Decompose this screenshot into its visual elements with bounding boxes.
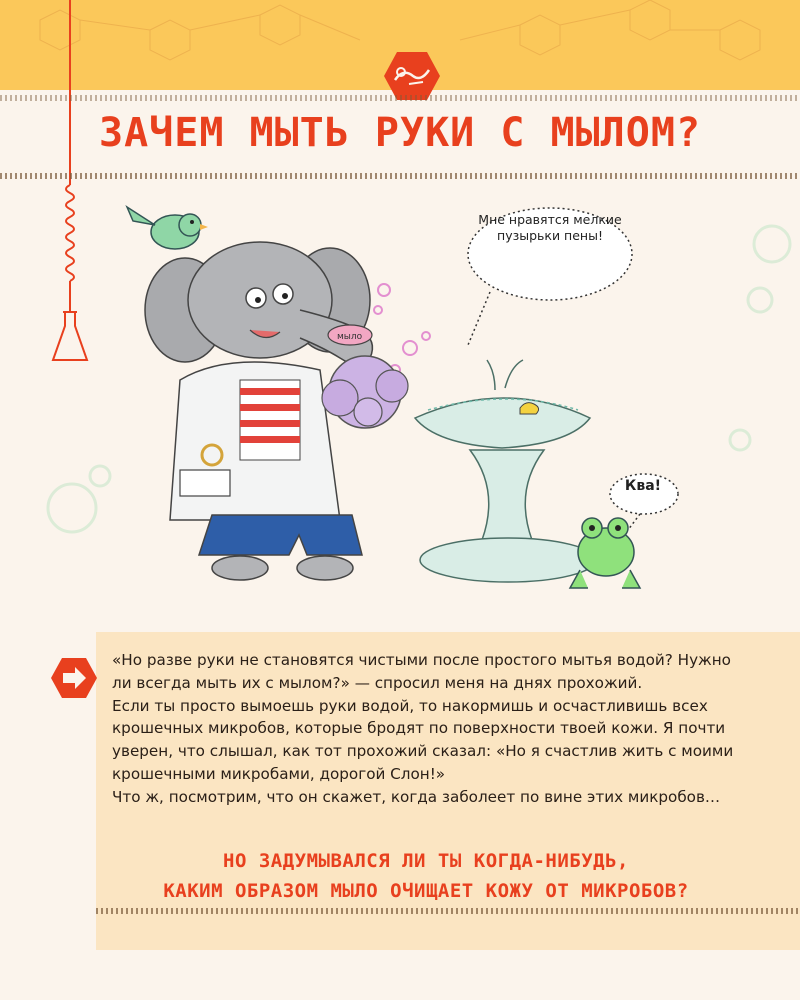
paragraph: «Но разве руки не становятся чистыми после простого мытья водой? Нужно ли всегда мыть их с мылом?» — спросил меня на днях прохожий. (112, 651, 731, 692)
closing-question (112, 846, 740, 906)
foam-icon (322, 356, 408, 428)
soap-label: мыло (337, 332, 363, 342)
panel-divider (96, 908, 800, 914)
question-line: НО ЗАДУМЫВАЛСЯ ЛИ ТЫ КОГДА-НИБУДЬ, (223, 850, 629, 872)
frog-speech-bubble: Ква! (624, 478, 662, 494)
page-title: ЗАЧЕМ МЫТЬ РУКИ С МЫЛОМ? (99, 110, 701, 156)
elephant-speech-bubble: Мне нравятся мелкие пузырьки пены! (478, 212, 622, 243)
body-text (112, 649, 740, 809)
paragraph: Что ж, посмотрим, что он скажет, когда заболеет по вине этих микробов… (112, 787, 721, 806)
question-line: КАКИМ ОБРАЗОМ МЫЛО ОЧИЩАЕТ КОЖУ ОТ МИКРОБОВ? (163, 880, 689, 902)
fountain-icon (415, 360, 596, 582)
paragraph: Если ты просто вымоешь руки водой, то накормишь и осчастливишь всех крошечных микробов, которые бродят по поверхности твоей кожи. Я почти уверен, что слышал, как тот прохожий сказал: «Но я счастлив жить с моими крошечными микробами, дорогой Слон!» (112, 696, 734, 783)
bird-icon (127, 207, 208, 249)
frog-icon (570, 518, 640, 588)
arrow-right-icon (50, 656, 98, 700)
